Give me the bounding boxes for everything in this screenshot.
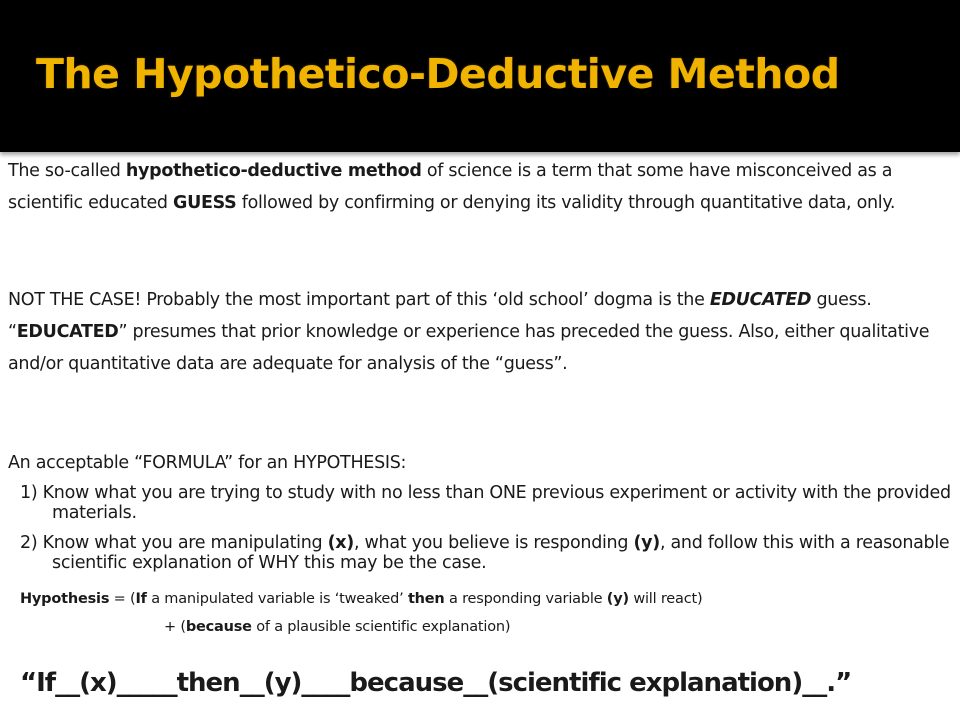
paragraph-text: followed by confirming or denying its validity through quantitative data, only. [236,193,896,213]
hypothesis-bold-text: If [135,591,147,607]
paragraph-formula-intro [8,447,948,479]
list-item-text: 1) Know what you are trying to study with no less than ONE previous experiment or activity with the provided materials. [20,483,951,523]
list-item-text: , and follow this with a reasonable scientific explanation of WHY this may be the case. [52,533,950,573]
hypothesis-formula [20,668,940,698]
hypothesis-line-2 [164,616,960,638]
hypothesis-text: + ( [164,619,186,635]
hypothesis-text: a manipulated variable is ‘tweaked’ [146,591,408,607]
hypothesis-text: = ( [109,591,136,607]
paragraph-bold-text: GUESS [173,193,237,213]
paragraph-text: The so-called [8,161,126,181]
paragraph-text: An acceptable “FORMULA” for an HYPOTHESIS: [8,453,407,473]
list-item-text: , what you believe is responding [354,533,634,553]
hypothesis-bold-text: (y) [606,591,629,607]
paragraph-bold-text: EDUCATED [16,322,119,342]
hypothesis-text: will react) [628,591,703,607]
paragraph-text: NOT THE CASE! Probably the most important part of this ‘old school’ dogma is the [8,290,710,310]
list-item [20,483,960,523]
slide-title: The Hypothetico-Deductive Method [36,50,840,98]
paragraph-bold-text: hypothetico-deductive method [125,161,422,181]
hypothesis-bold-text: because [185,619,252,635]
paragraph-definition [8,155,948,219]
list-item-bold-text: (y) [633,533,660,553]
list-item-bold-text: (x) [327,533,354,553]
paragraph-text: of science is a term that some have misconceived as a scientific educated [8,161,893,213]
paragraph-text: guess. “ [8,290,872,342]
title-bar [0,0,960,152]
list-item-text: 2) Know what you are manipulating [20,533,328,553]
list-item [20,533,960,573]
hypothesis-line [20,588,940,610]
hypothesis-bold-text: then [407,591,445,607]
paragraph-italic-text: EDUCATED [709,290,812,310]
paragraph-text: ” presumes that prior knowledge or experience has preceded the guess. Also, either qualitative and/or quantitative data are adequate for analysis of the “guess”. [8,322,930,374]
hypothesis-bold-text: Hypothesis [20,591,110,607]
paragraph-educated-guess [8,284,948,380]
formula-text: “If__(x)_____then__(y)____because__(scientific explanation)__.” [20,668,852,698]
hypothesis-text: of a plausible scientific explanation) [251,619,511,635]
hypothesis-text: a responding variable [444,591,607,607]
